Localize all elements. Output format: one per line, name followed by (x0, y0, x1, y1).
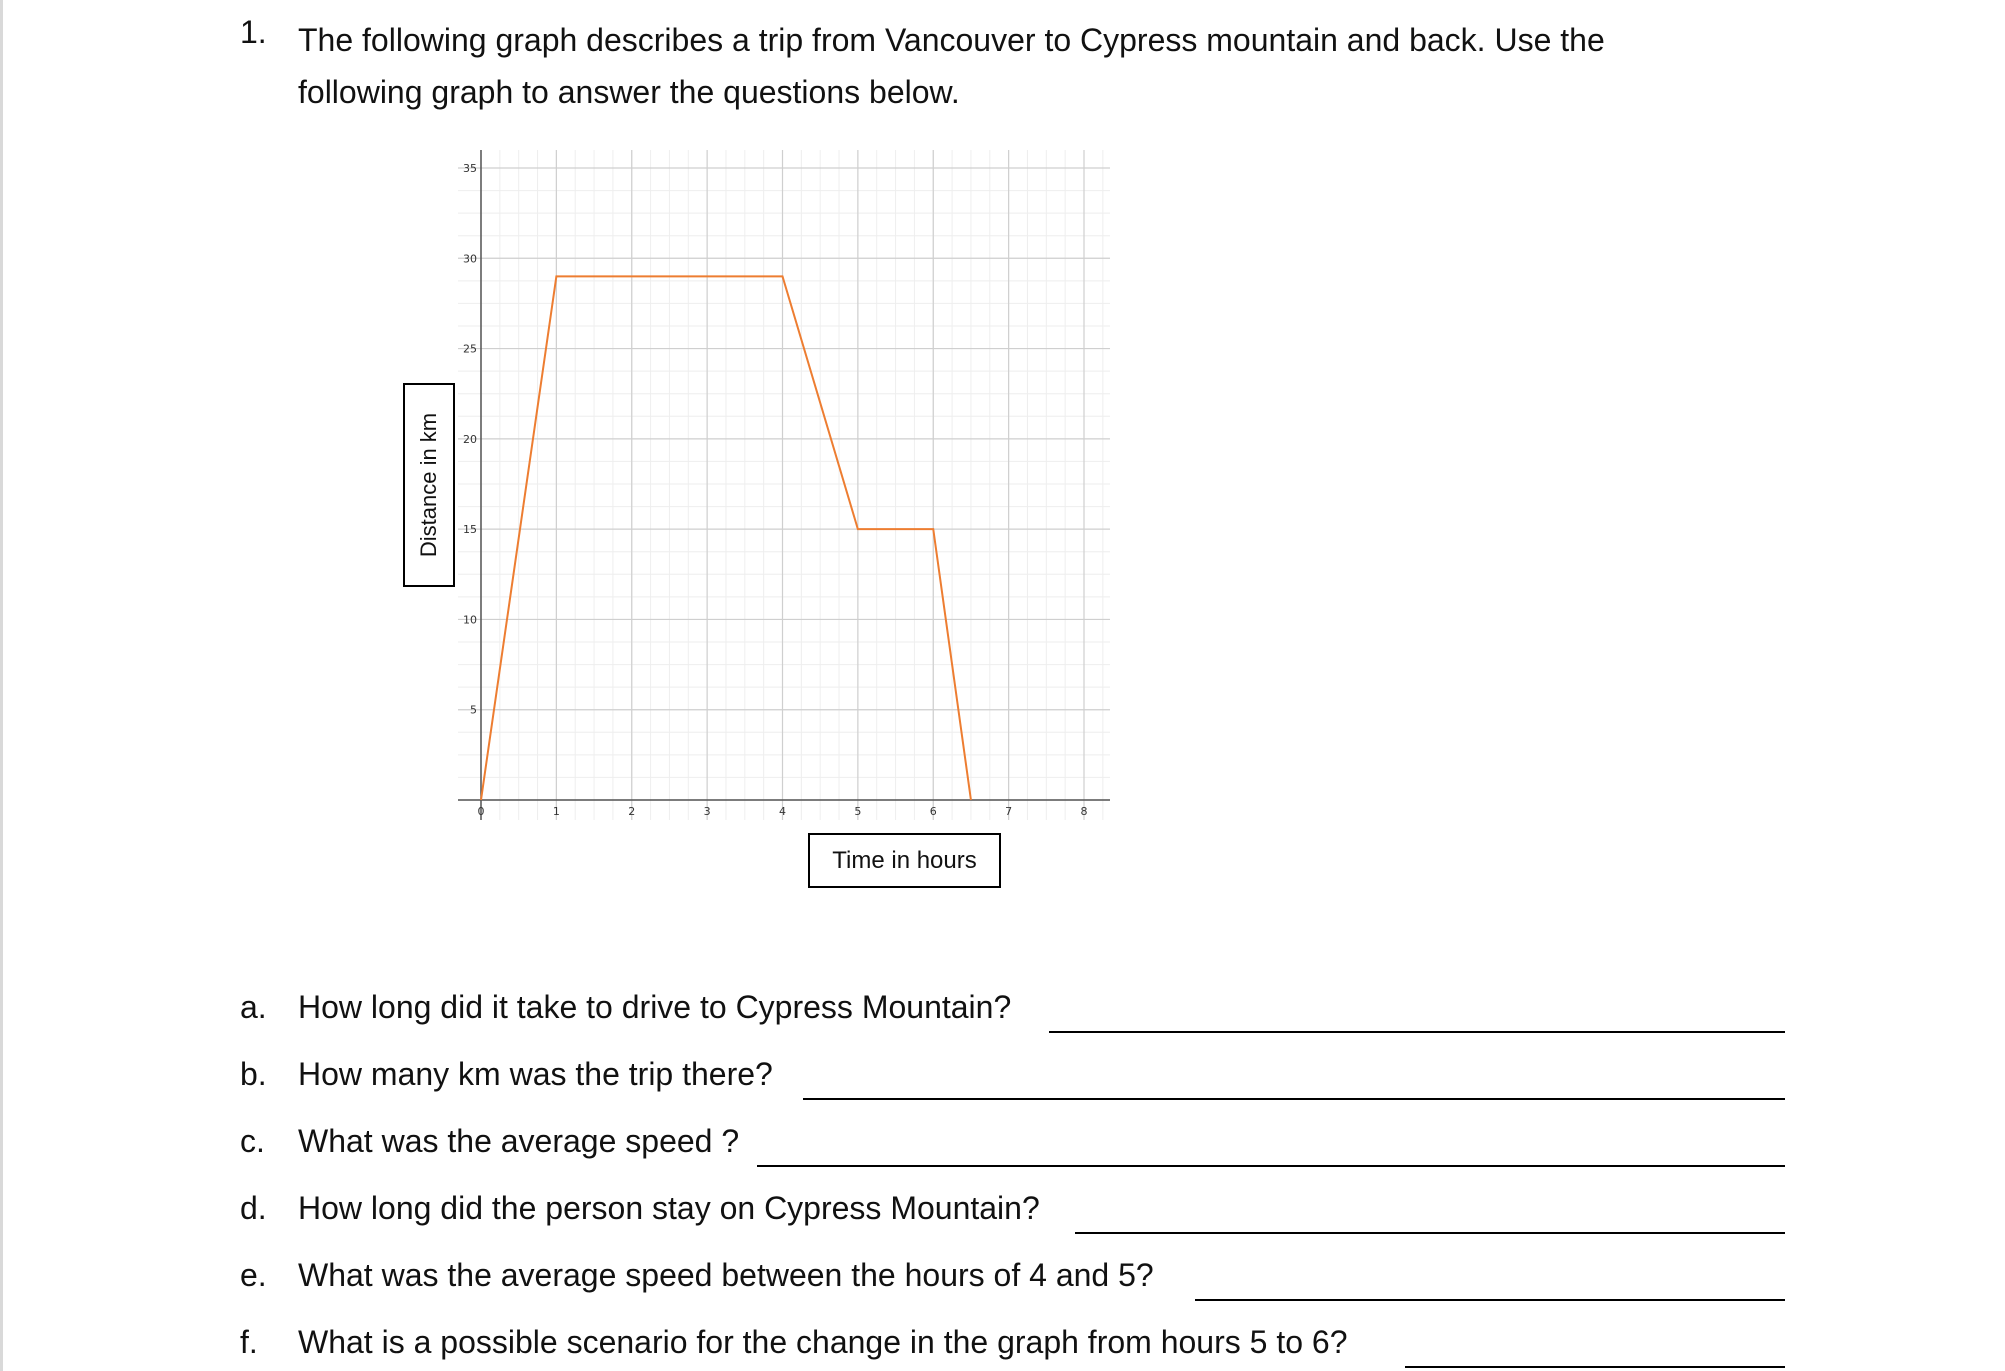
x-tick-label: 2 (628, 805, 636, 818)
x-tick-label: 1 (552, 805, 560, 818)
y-tick-label: 10 (463, 613, 477, 627)
y-tick-label: 25 (463, 342, 477, 356)
answer-line-b[interactable] (803, 1098, 1785, 1100)
subquestion-c (240, 1119, 1785, 1167)
x-tick-label: 8 (1080, 805, 1088, 818)
x-tick-label: 7 (1005, 805, 1013, 818)
y-axis-label-box (403, 383, 455, 587)
y-tick-label: 30 (463, 252, 477, 266)
answer-line-d[interactable] (1075, 1232, 1785, 1234)
x-tick-label: 0 (477, 805, 485, 818)
subquestion-letter: d. (240, 1190, 267, 1226)
subquestion-b (240, 1052, 1785, 1100)
subquestion-text: How long did it take to drive to Cypress Mountain? (298, 989, 1012, 1025)
answer-line-a[interactable] (1049, 1031, 1785, 1033)
subquestion-letter: b. (240, 1056, 267, 1092)
subquestion-letter: e. (240, 1257, 267, 1293)
answer-line-f[interactable] (1405, 1366, 1785, 1368)
subquestion-e (240, 1253, 1785, 1301)
x-axis-label: Time in hours (808, 833, 1001, 888)
subquestion-text: How many km was the trip there? (298, 1056, 773, 1092)
x-tick-label: 3 (703, 805, 711, 818)
question-number: 1. (240, 14, 267, 50)
subquestion-text: What is a possible scenario for the change in the graph from hours 5 to 6? (298, 1324, 1348, 1360)
y-tick-label: 5 (470, 703, 477, 717)
subquestion-letter: c. (240, 1123, 265, 1159)
subquestion-text: How long did the person stay on Cypress Mountain? (298, 1190, 1040, 1226)
y-axis-label: Distance in km (416, 412, 441, 558)
subquestion-a (240, 985, 1785, 1033)
answer-line-c[interactable] (757, 1165, 1785, 1167)
x-tick-label: 6 (929, 805, 937, 818)
y-tick-label: 35 (463, 162, 477, 175)
subquestion-letter: f. (240, 1324, 258, 1360)
x-tick-label: 4 (779, 805, 786, 818)
subquestion-text: What was the average speed ? (298, 1123, 740, 1159)
x-tick-label: 5 (854, 805, 862, 818)
y-tick-label: 15 (463, 523, 477, 537)
y-tick-label: 20 (463, 432, 477, 446)
subquestion-text: What was the average speed between the hours of 4 and 5? (298, 1257, 1154, 1293)
question-text: The following graph describes a trip from Vancouver to Cypress mountain and back. Use the following graph to answer the questions below. (298, 22, 1605, 110)
subquestion-d (240, 1186, 1785, 1234)
answer-line-e[interactable] (1195, 1299, 1785, 1301)
subquestion-letter: a. (240, 989, 267, 1025)
subquestion-f (240, 1320, 1785, 1368)
